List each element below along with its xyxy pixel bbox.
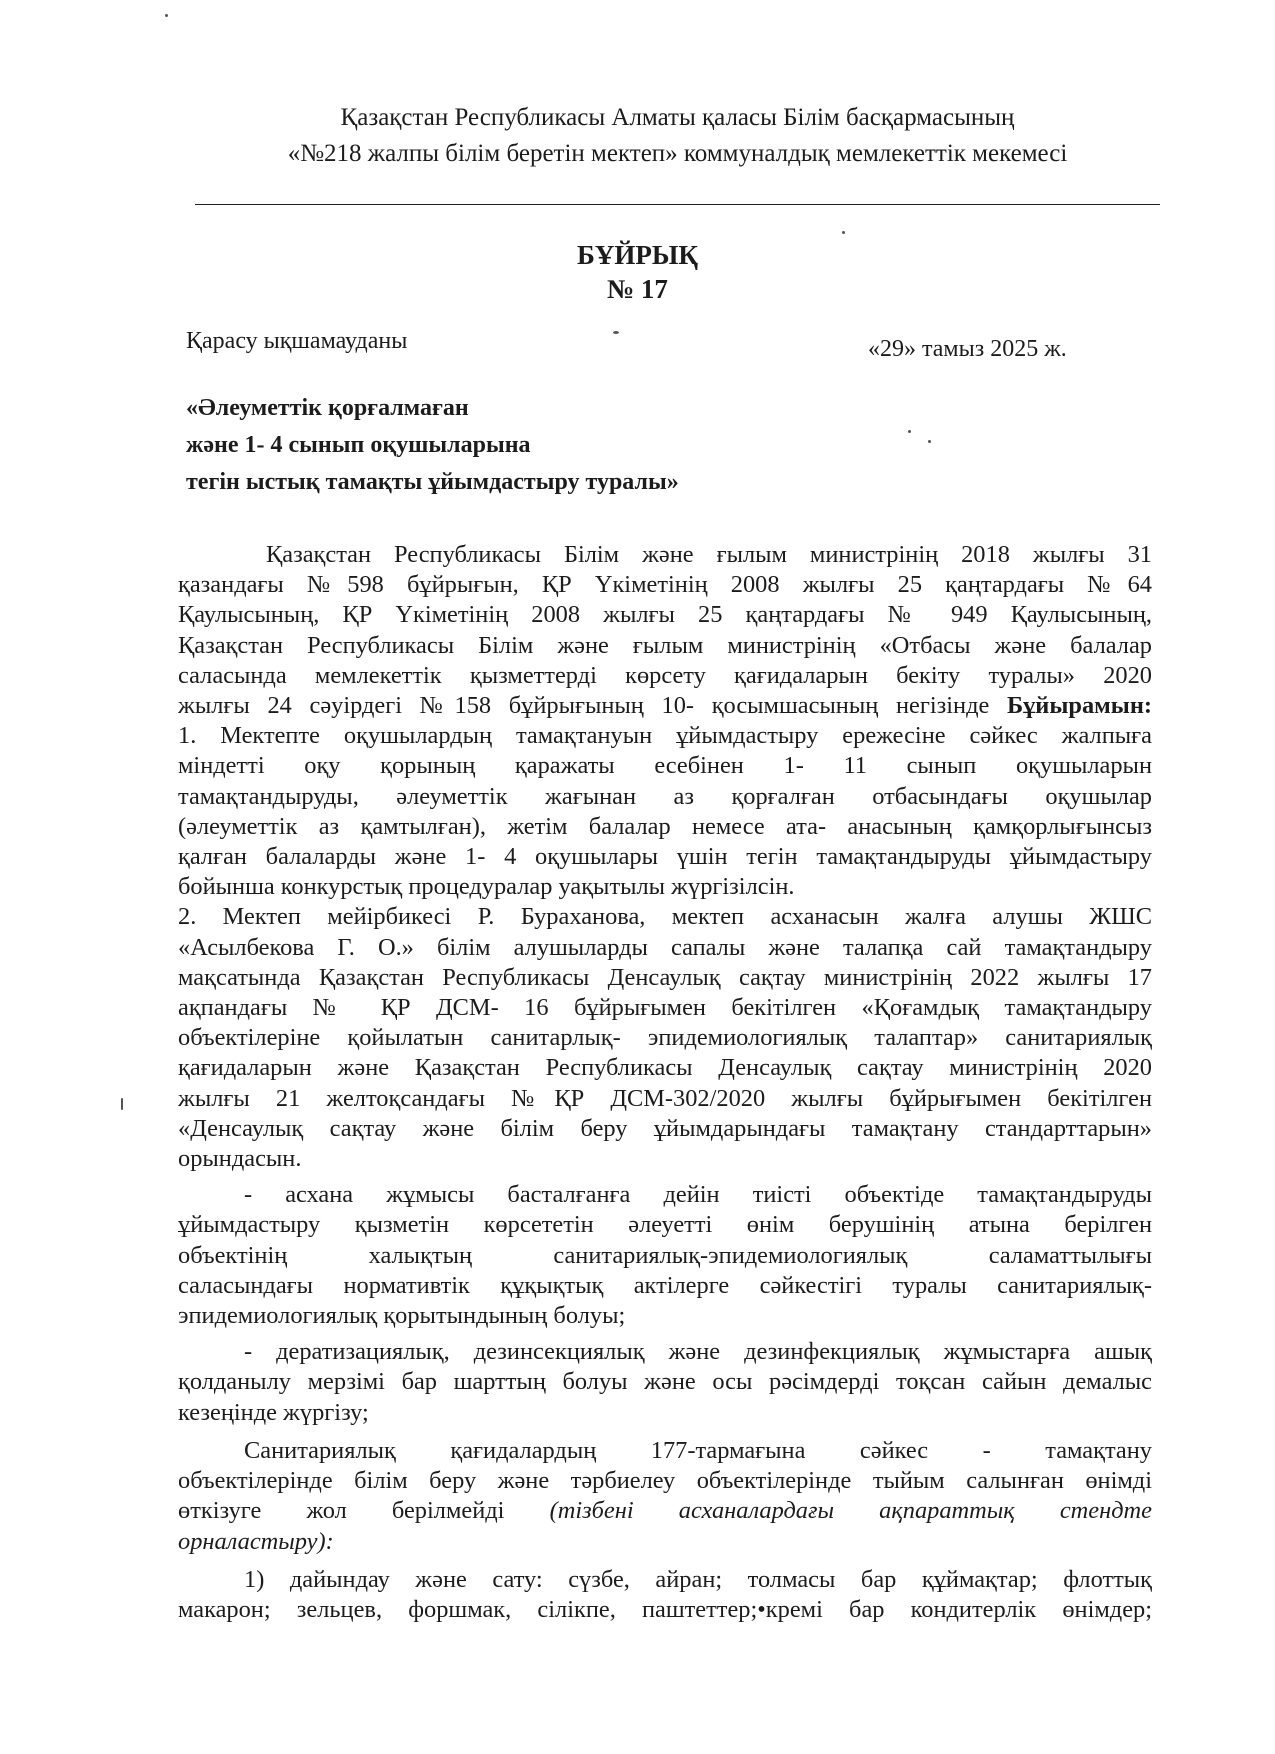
body-line: объектілеріне қойылатын санитарлық- эпидемиологиялық талаптар» санитариялық xyxy=(178,1024,1152,1052)
body-line: ақпандағы № ҚР ДСМ- 16 бұйрығымен бекітілген «Қоғамдық тамақтандыру xyxy=(178,994,1152,1022)
order-word: Бұйырамын: xyxy=(1006,692,1152,720)
body-line: тамақтандыруды, әлеуметтік жағынан аз қорғалған отбасындағы оқушылар xyxy=(178,782,1152,810)
body-line: объектінің халықтың санитариялық-эпидемиологиялық саламаттылығы xyxy=(178,1241,1152,1269)
subject-line: «Әлеуметтік қорғалмаған xyxy=(186,395,469,421)
body-line: қалған балаларды және 1- 4 оқушылары үшін тегін тамақтандыруды ұйымдастыру xyxy=(178,843,1152,871)
body-line: эпидемиологиялық қорытындының болуы; xyxy=(178,1302,626,1330)
scan-speck xyxy=(613,331,619,334)
order-body xyxy=(178,540,1152,1625)
body-line: (әлеуметтік аз қамтылған), жетім балалар немесе ата- анасының қамқорлығынсыз xyxy=(178,812,1152,840)
body-line: ұйымдастыру қызметін көрсететін әлеуетті өнім берушінің атына берілген xyxy=(178,1211,1152,1239)
body-line: объектілерінде білім беру және тәрбиелеу объектілерінде тыйым салынған өнімді xyxy=(178,1467,1152,1495)
scan-speck xyxy=(121,1098,123,1110)
body-line: орналастыру): xyxy=(178,1527,334,1555)
header-line-1: Қазақстан Республикасы Алматы қаласы Білім басқармасының xyxy=(340,104,1015,131)
scan-speck xyxy=(928,440,931,443)
header-line-2: «№218 жалпы білім беретін мектеп» коммуналдық мемлекеттік мекемесі xyxy=(287,140,1068,167)
body-line: Санитариялық қағидалардың 177-тармағына сәйкес - тамақтану xyxy=(244,1436,1152,1464)
body-line: қағидаларын және Қазақстан Республикасы Денсаулық сақтау министрінің 2020 xyxy=(178,1054,1152,1082)
body-line: мақсатында Қазақстан Республикасы Денсаулық сақтау министрінің 2022 жылғы 17 xyxy=(178,963,1152,991)
order-place: Қарасу ықшамауданы xyxy=(186,328,408,354)
scan-speck xyxy=(908,430,911,433)
body-line: макарон; зельцев, форшмак, сілікпе, паштеттер;•кремі бар кондитерлік өнімдер; xyxy=(178,1595,1152,1623)
body-line: «Асылбекова Г. О.» білім алушыларды сапалы және талапқа сай тамақтандыру xyxy=(178,933,1152,961)
body-line: - дератизациялық, дезинсекциялық және дезинфекциялық жұмыстарға ашық xyxy=(244,1338,1152,1366)
subject-line: және 1- 4 сынып оқушыларына xyxy=(186,432,531,458)
body-line: «Денсаулық сақтау және білім беру ұйымдарындағы тамақтану стандарттарын» xyxy=(178,1114,1152,1142)
body-line: міндетті оқу қорының қаражаты есебінен 1- 11 сынып оқушыларын xyxy=(178,752,1152,780)
body-line xyxy=(178,691,1152,721)
body-line: саласында мемлекеттік қызметтерді көрсету қағидаларын бекіту туралы» 2020 xyxy=(178,661,1152,689)
preamble-last-text: жылғы 24 сәуірдегі №158 бұйрығының 10- қосымшасының негізінде xyxy=(178,692,990,720)
order-title-block xyxy=(0,238,1275,306)
order-title: БҰЙРЫҚ xyxy=(577,240,698,270)
order-subject xyxy=(186,390,679,501)
body-line: орындасын. xyxy=(178,1145,302,1173)
scan-speck xyxy=(165,14,168,17)
sanitary-italic-note: (тізбені асханалардағы ақпараттық стендте xyxy=(549,1497,1152,1525)
body-line: Қаулысының, ҚР Үкіметінің 2008 жылғы 25 қаңтардағы № 949 Қаулысының, xyxy=(178,601,1152,629)
body-line: 1) дайындау және сату: сүзбе, айран; толмасы бар құймақтар; флоттық xyxy=(244,1565,1152,1593)
body-line: Қазақстан Республикасы Білім және ғылым министрінің 2018 жылғы 31 xyxy=(266,541,1152,568)
order-number: № 17 xyxy=(607,274,668,304)
body-line: Қазақстан Республикасы Білім және ғылым министрінің «Отбасы және балалар xyxy=(178,631,1152,659)
body-line: саласындағы нормативтік құқықтық актілерге сәйкестігі туралы санитариялық- xyxy=(178,1271,1152,1299)
scan-speck xyxy=(842,231,845,234)
body-line: жылғы 21 желтоқсандағы №ҚР ДСМ-302/2020 жылғы бұйрығымен бекітілген xyxy=(178,1084,1152,1112)
order-date: «29» тамыз 2025 ж. xyxy=(868,336,1067,362)
body-line: 2. Мектеп мейірбикесі Р. Бураханова, мектеп асханасын жалға алушы ЖШС xyxy=(178,903,1152,931)
body-line xyxy=(178,1496,1152,1526)
body-line: қолданылу мерзімі бар шарттың болуы және осы рәсімдерді тоқсан сайын демалыс xyxy=(178,1368,1152,1396)
header-divider xyxy=(195,204,1160,205)
body-line: - асхана жұмысы басталғанға дейін тиісті объектіде тамақтандыруды xyxy=(244,1181,1152,1209)
body-line: бойынша конкурстық процедуралар уақытылы жүргізілсін. xyxy=(178,873,795,901)
body-line: 1. Мектепте оқушылардың тамақтануын ұйымдастыру ережесіне сәйкес жалпыға xyxy=(178,722,1152,750)
body-line: қазандағы №598 бұйрығын, ҚР Үкіметінің 2008 жылғы 25 қаңтардағы №64 xyxy=(178,571,1152,599)
institution-header xyxy=(195,100,1160,172)
subject-line: тегін ыстық тамақты ұйымдастыру туралы» xyxy=(186,469,679,495)
body-line: кезеңінде жүргізу; xyxy=(178,1398,369,1426)
sanitary-plain-text: өткізуге жол берілмейді xyxy=(178,1497,550,1525)
